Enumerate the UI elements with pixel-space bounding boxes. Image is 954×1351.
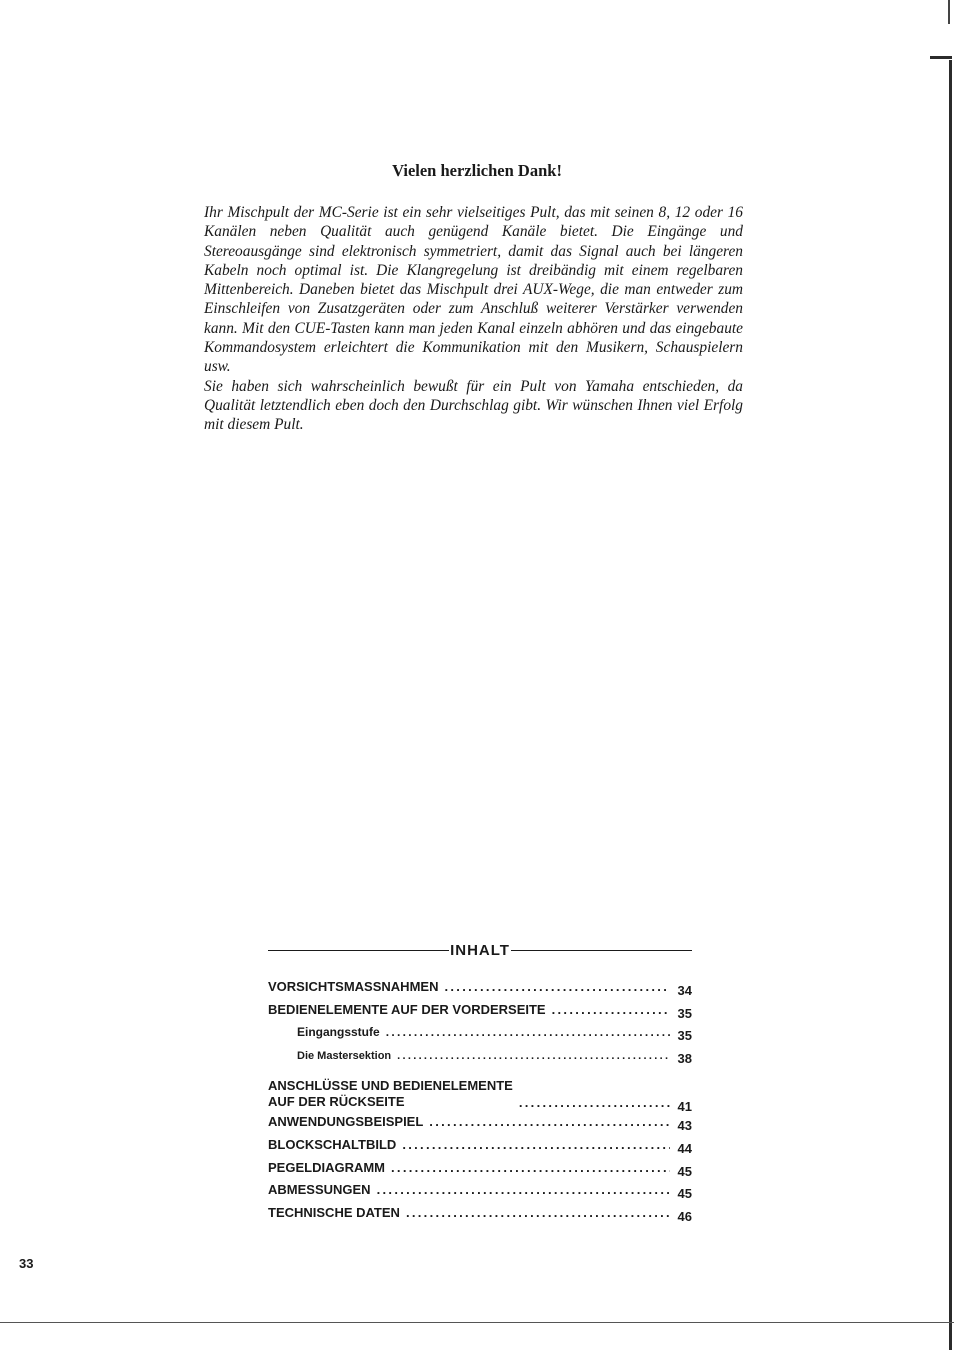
scan-bottom-rule [0, 1322, 954, 1323]
toc-leader-dots [406, 1205, 670, 1220]
toc-entry-label: ABMESSUNGEN [268, 1182, 371, 1198]
toc-entry-page: 45 [677, 1163, 692, 1179]
toc-leader-dots [429, 1114, 670, 1129]
intro-paragraph-2: Sie haben sich wahrscheinlich bewußt für ein Pult von Yamaha entschieden, da Qualität letztendlich eben doch den Durchschlag gibt. Wir wünschen Ihnen viel Erfolg mit diesem Pult. [204, 377, 743, 434]
intro-text [204, 203, 743, 435]
intro-paragraph-1: Ihr Mischpult der MC-Serie ist ein sehr vielseitiges Pult, das mit seinen 8, 12 oder 16 Kanälen neben Qualität auch genügend Kanäle bietet. Die Eingänge und Stereoausgänge sind elektronisch symmetriert, damit das Signal auch bei längeren Kabeln noch optimal ist. Die Klangregelung ist dreibändig mit einem regelbaren Mittenbereich. Daneben bietet das Mischpult drei AUX-Wege, die man entweder zum Einschleifen von Zusatzgeräten oder zum Anschluß weiterer Verstärker verwenden kann. Mit den CUE-Tasten kann man jeden Kanal einzeln abhören und das eingebaute Kommandosystem erleichtert die Kommunikation mit den Musikern, Schauspielern usw. [204, 204, 743, 376]
toc-entry-label: Die Mastersektion [297, 1049, 392, 1062]
toc-entry-page: 44 [677, 1140, 692, 1156]
toc-entry-mastersektion [268, 1047, 692, 1070]
toc-entry-page: 46 [677, 1208, 692, 1224]
toc-entry-page: 38 [677, 1050, 692, 1066]
toc-heading [268, 942, 692, 959]
toc-leader-dots [519, 1095, 670, 1114]
toc-entry-bedienelemente-vorderseite [268, 1002, 692, 1025]
toc-leader-dots [386, 1025, 670, 1039]
toc-entry-label-line1: ANSCHLÜSSE UND BEDIENELEMENTE [268, 1078, 513, 1094]
page-number: 33 [19, 1256, 34, 1271]
toc-entry-anwendungsbeispiel [268, 1114, 692, 1137]
toc-entry-vorsichtsmassnahmen [268, 979, 692, 1002]
toc-entry-page: 35 [677, 1028, 692, 1044]
scan-edge-right [949, 60, 952, 1350]
toc-entry-label: BLOCKSCHALTBILD [268, 1136, 397, 1152]
toc-entry-page: 34 [677, 983, 692, 998]
toc-leader-dots [444, 979, 670, 994]
toc-leader-dots [402, 1137, 670, 1152]
toc-leader-dots [552, 1002, 670, 1017]
toc-entry-label-line2: AUF DER RÜCKSEITE [268, 1094, 405, 1110]
toc-rule-left [268, 950, 449, 951]
toc-entry-abmessungen [268, 1182, 692, 1205]
toc-entry-label: ANWENDUNGSBEISPIEL [268, 1114, 424, 1130]
toc-entry-blockschaltbild [268, 1137, 692, 1160]
toc-entry-page: 41 [677, 1099, 692, 1115]
toc-entry-page: 43 [677, 1118, 692, 1134]
toc-leader-dots [377, 1182, 670, 1197]
toc-entry-label: PEGELDIAGRAMM [268, 1159, 385, 1175]
page-heading: Vielen herzlichen Dank! [392, 161, 562, 180]
toc-rule-right [511, 950, 692, 951]
toc-entry-label: BEDIENELEMENTE AUF DER VORDERSEITE [268, 1001, 546, 1017]
toc-entry-label [268, 1078, 513, 1114]
toc-entry-label: VORSICHTSMASSNAHMEN [268, 979, 439, 994]
toc-entry-page: 45 [677, 1186, 692, 1202]
toc-entry-eingangsstufe [268, 1024, 692, 1047]
toc-entry-technische-daten [268, 1205, 692, 1228]
toc-leader-dots [397, 1050, 670, 1062]
toc-entry-label: Eingangsstufe [297, 1025, 380, 1040]
scan-edge-notch [930, 56, 952, 59]
toc-leader-dots [391, 1160, 670, 1175]
toc-entry-pegeldiagramm [268, 1160, 692, 1183]
toc-title: INHALT [450, 942, 510, 959]
toc-entry-anschluesse-rueckseite [268, 1069, 692, 1114]
toc-entry-label: TECHNISCHE DATEN [268, 1204, 400, 1220]
scan-edge-top [948, 0, 950, 24]
toc-entry-page: 35 [677, 1005, 692, 1021]
table-of-contents [268, 979, 692, 1227]
